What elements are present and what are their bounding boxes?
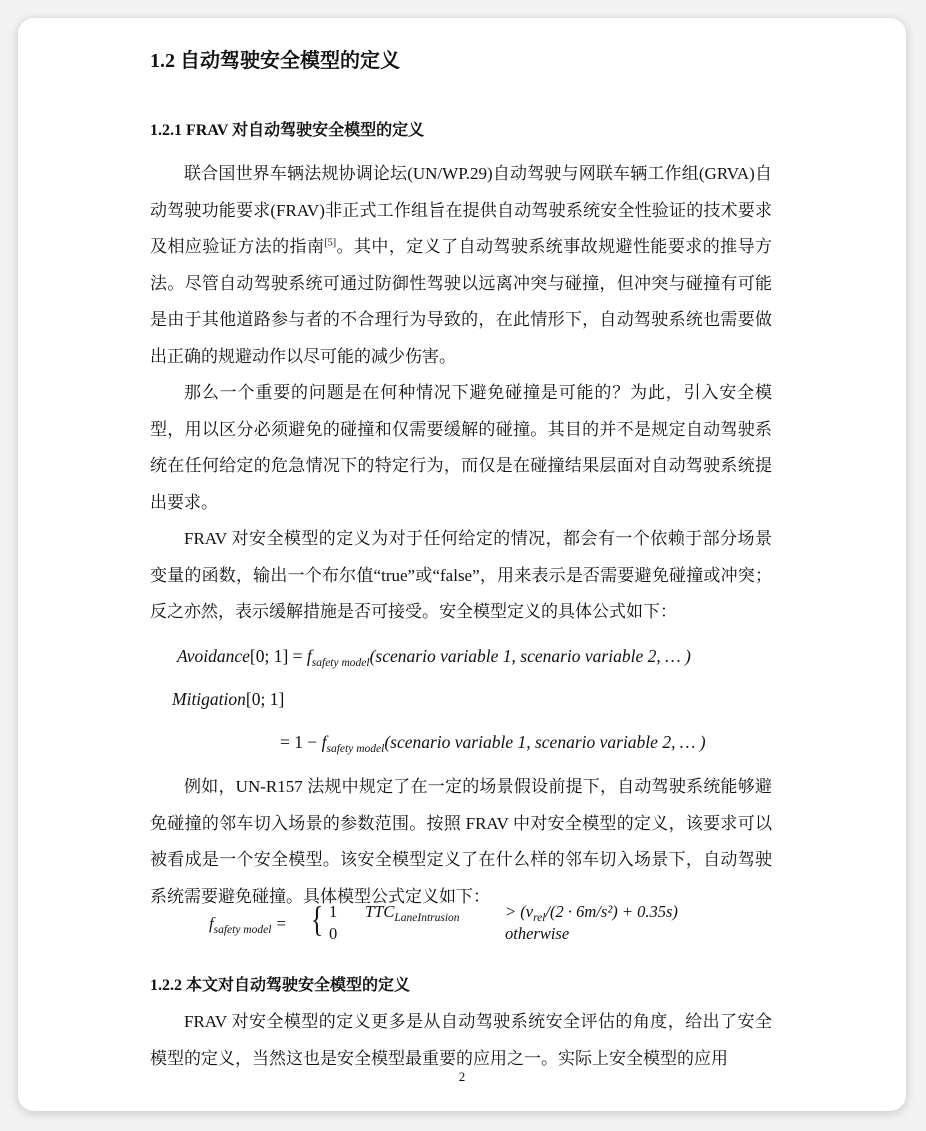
piece-value-zero: 0 xyxy=(329,924,338,943)
piece-value-one: 1 xyxy=(329,902,338,921)
eq-mitigation-eq: = 1 − xyxy=(280,732,322,752)
eq-args: (scenario variable 1, scenario variable 2, … ) xyxy=(369,646,691,666)
paragraph-5: FRAV 对安全模型的定义更多是从自动驾驶系统安全评估的角度，给出了安全模型的定义，当然这也是安全模型最重要的应用之一。实际上安全模型的应用 xyxy=(150,1012,772,1068)
piece-lhs: $f_{safety model}$ = xyxy=(209,914,287,936)
paragraph-3: FRAV 对安全模型的定义为对于任何给定的情况，都会有一个依赖于部分场景变量的函数，输出一个布尔值“true”或“false”，用来表示是否需要避免碰撞或冲突；反之亦然，表示缓解措施是否可接受。安全模型定义的具体公式如下： xyxy=(150,529,772,621)
ttc-label: TTC xyxy=(365,902,395,921)
paragraph-1-text-a: 联合国世界车辆法规协调论坛(UN/WP.29)自动驾驶与网联车辆工作组(GRVA)自动驾驶功能要求(FRAV)非正式工作组旨在提供自动驾驶系统安全性验证的技术要求及相应验证方法的指南 xyxy=(150,164,772,256)
piece-ttc xyxy=(365,902,460,924)
equation-mitigation xyxy=(280,732,706,755)
document-page xyxy=(18,18,906,1111)
eq-f-sub: safety model xyxy=(311,657,370,669)
paragraph-body-3 xyxy=(150,1004,772,1077)
piece-f-sub: safety model xyxy=(213,924,272,936)
paragraph-body-1 xyxy=(150,156,772,631)
equation-piecewise xyxy=(209,899,729,948)
eq-f-2: f xyxy=(321,732,327,752)
ttc-sub: LaneIntrusion xyxy=(394,912,460,924)
paragraph-1-text-b: 。其中，定义了自动驾驶系统事故规避性能要求的推导方法。尽管自动驾驶系统可通过防御性驾驶以远离冲突与碰撞，但冲突与碰撞有可能是由于其他道路参与者的不合理行为导致的，在此情形下，自动驾驶系统也需要做出正确的规避动作以尽可能的减少伤害。 xyxy=(150,237,773,366)
v-sub: rel xyxy=(533,912,546,924)
page-number: 2 xyxy=(458,1069,466,1084)
paragraph-1 xyxy=(150,156,772,375)
piece-otherwise: otherwise xyxy=(505,924,570,943)
cond-rest: /(2 · 6m/s²) + 0.35s) xyxy=(545,902,678,921)
eq-f-sub-2: safety model xyxy=(326,743,385,755)
eq-avoidance-range: [0; 1] = xyxy=(249,646,307,666)
eq-avoidance-label: Avoidance xyxy=(177,646,250,666)
equation-avoidance xyxy=(177,646,691,669)
paragraph-body-2 xyxy=(150,769,772,915)
paragraph-2: 那么一个重要的问题是在何种情况下避免碰撞是可能的？为此，引入安全模型，用以区分必须避免的碰撞和仅需要缓解的碰撞。其目的并不是规定自动驾驶系统在任何给定的危急情况下的特定行为，而仅是在碰撞结果层面对自动驾驶系统提出要求。 xyxy=(150,383,772,512)
subsection-heading-1-2-2: 1.2.2 本文对自动驾驶安全模型的定义 xyxy=(150,977,411,994)
section-heading: 1.2 自动驾驶安全模型的定义 xyxy=(150,50,400,72)
piece-f: f xyxy=(209,914,214,933)
eq-f: f xyxy=(306,646,312,666)
piece-condition xyxy=(505,902,678,924)
subsection-heading-1-2-1: 1.2.1 FRAV 对自动驾驶安全模型的定义 xyxy=(150,122,425,139)
piece-brace: { xyxy=(311,899,324,939)
citation-ref: [5] xyxy=(324,237,337,249)
eq-args-2: (scenario variable 1, scenario variable 2, … ) xyxy=(384,732,706,752)
eq-mitigation-label: Mitigation xyxy=(172,689,246,709)
eq-mitigation-range: [0; 1] xyxy=(245,689,285,709)
cond-open: > (v xyxy=(505,902,534,921)
equation-mitigation-label xyxy=(172,689,284,710)
paragraph-4: 例如，UN-R157 法规中规定了在一定的场景假设前提下，自动驾驶系统能够避免碰撞的邻车切入场景的参数范围。按照 FRAV 中对安全模型的定义，该要求可以被看成是一个安全模型。该安全模型定义了在什么样的邻车切入场景下，自动驾驶系统需要避免碰撞。具体模型公式定义如下： xyxy=(150,777,772,906)
